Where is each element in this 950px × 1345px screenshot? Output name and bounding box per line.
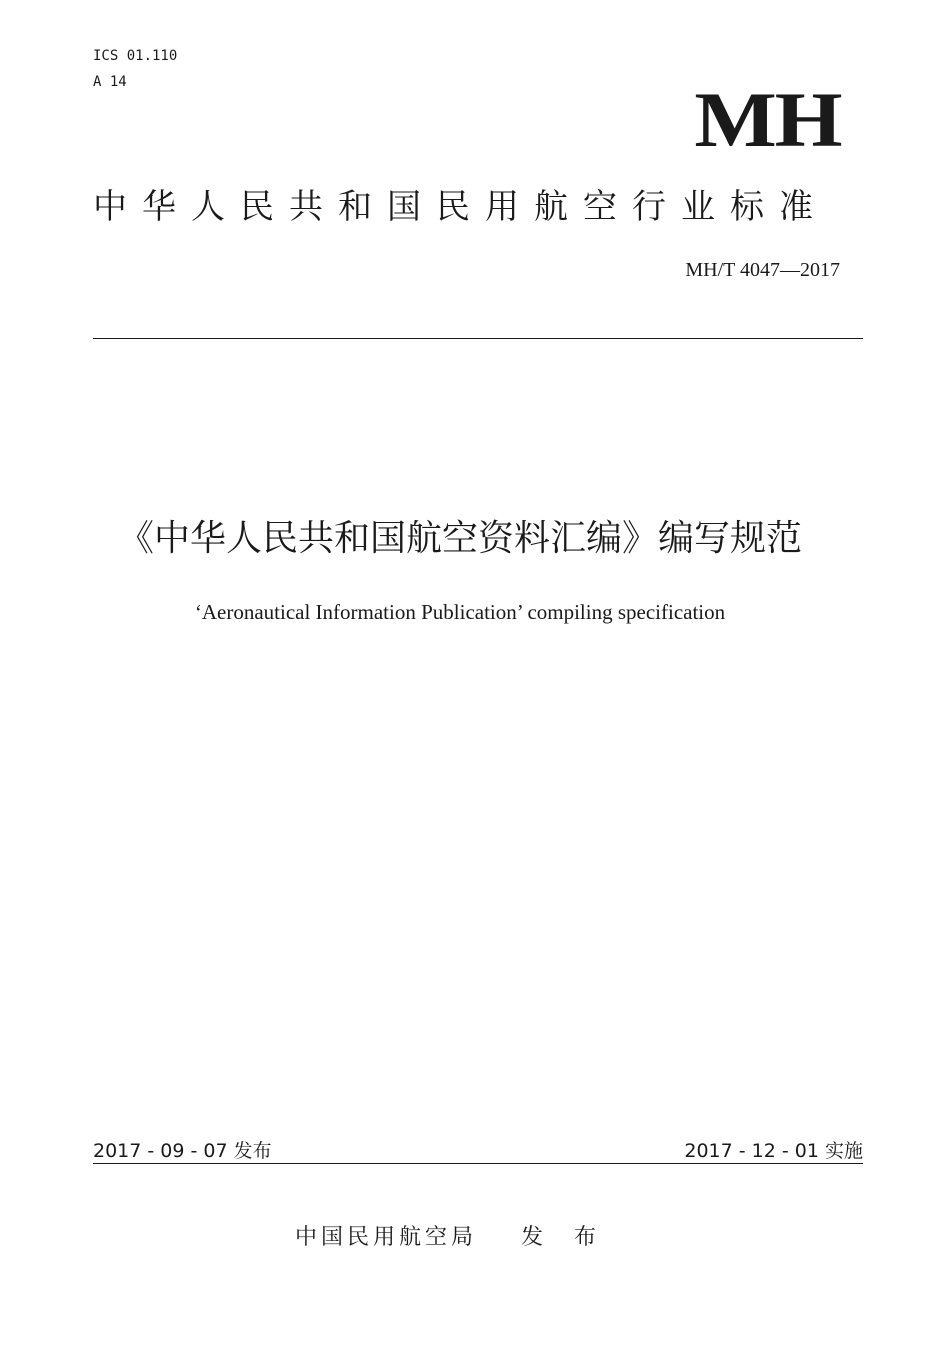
document-title-english: ‘Aeronautical Information Publication’ compiling specification bbox=[194, 600, 726, 624]
issue-date: 2017 - 09 - 07 发布 bbox=[93, 1140, 272, 1162]
header-divider bbox=[93, 338, 863, 339]
ics-code: ICS 01.110 bbox=[93, 48, 178, 64]
standard-type-heading: 中华人民共和国民用航空行业标准 bbox=[93, 187, 828, 227]
issuer-line bbox=[295, 1222, 608, 1254]
issued-label: 发 布 bbox=[521, 1225, 609, 1250]
footer-divider bbox=[93, 1163, 863, 1164]
issuing-authority: 中国民用航空局 bbox=[295, 1225, 478, 1250]
mh-logo: MH bbox=[694, 76, 840, 163]
standard-number: MH/T 4047—2017 bbox=[685, 259, 840, 281]
classification-code: A 14 bbox=[93, 74, 127, 90]
implementation-date: 2017 - 12 - 01 实施 bbox=[684, 1140, 863, 1162]
document-title-chinese: 《中华人民共和国航空资料汇编》编写规范 bbox=[117, 518, 802, 559]
